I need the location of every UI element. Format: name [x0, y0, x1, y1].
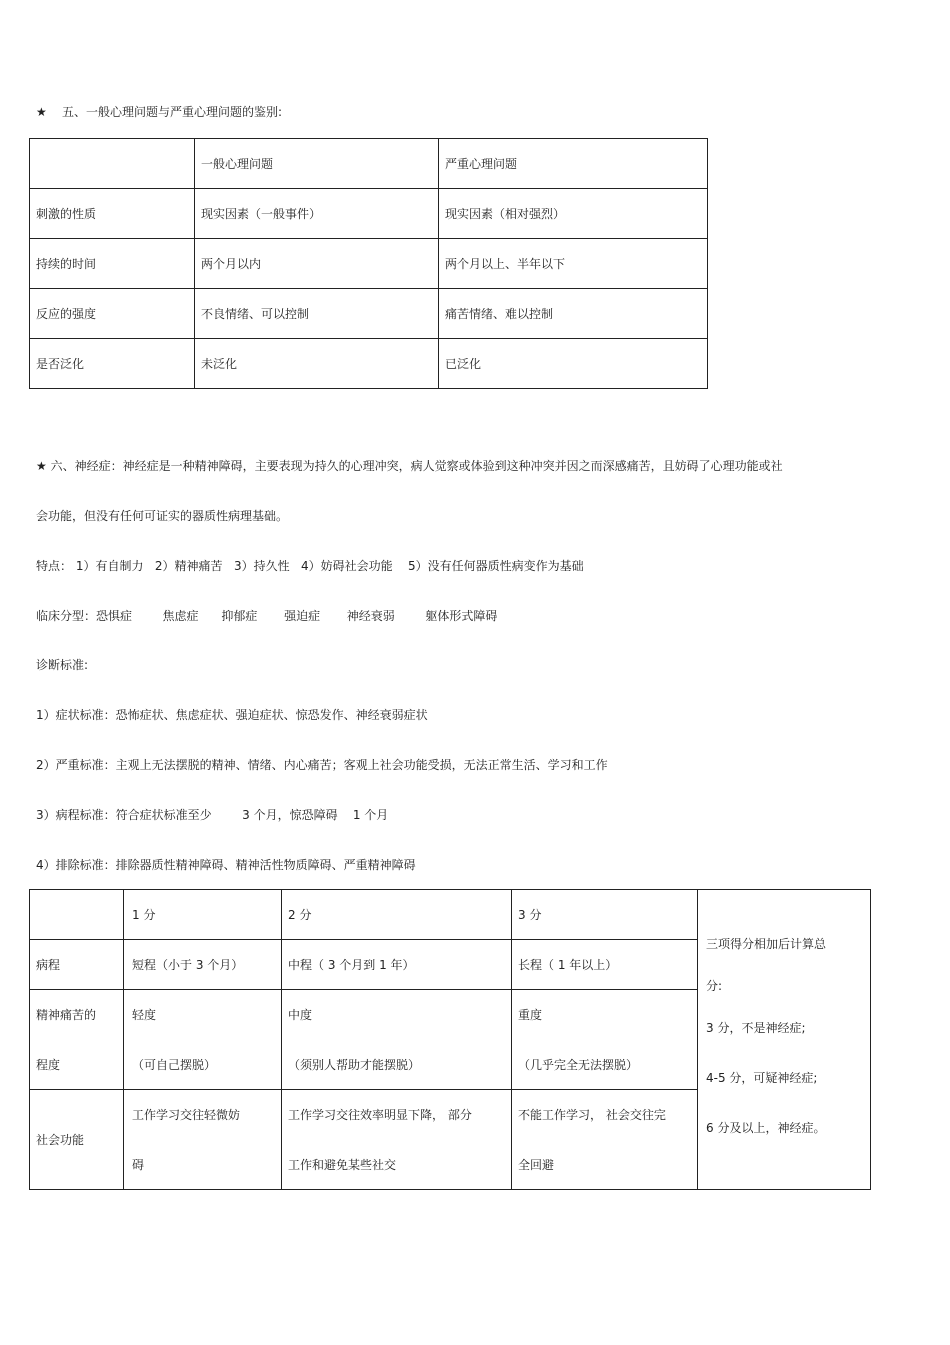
section6-line2: 会功能，但没有任何可证实的器质性病理基础。	[36, 509, 289, 523]
score-note-line: 三项得分相加后计算总	[706, 937, 827, 951]
cell-stack	[288, 1107, 505, 1173]
table-cell: 不良情绪、可以控制	[195, 289, 439, 339]
cell-stack	[36, 1007, 117, 1073]
table-cell	[282, 1090, 512, 1190]
table-cell	[30, 990, 124, 1090]
cell-line: （须别人帮助才能摆脱）	[288, 1057, 421, 1072]
section6-line1: ★ 六、神经症：神经症是一种精神障碍，主要表现为持久的心理冲突，病人觉察或体验到这种冲突并因之而深感痛苦，且妨碍了心理功能或社	[36, 459, 783, 473]
table-cell	[512, 1090, 698, 1190]
cell-line: 重度	[518, 1007, 543, 1022]
table-cell: 痛苦情绪、难以控制	[439, 289, 708, 339]
score-note-line: 6 分及以上，神经症。	[706, 1121, 826, 1135]
criteria-title: 诊断标准:	[36, 658, 89, 672]
criterion-4: 4）排除标准：排除器质性精神障碍、精神活性物质障碍、严重精神障碍	[36, 858, 416, 872]
table-cell: 反应的强度	[30, 289, 195, 339]
table-cell: 长程（ 1 年以上）	[512, 940, 698, 990]
cell-line: 工作学习交往效率明显下降， 部分	[288, 1107, 472, 1122]
score-note-line: 分:	[706, 979, 723, 993]
score-table	[29, 889, 871, 1190]
cell-line: 碍	[132, 1157, 145, 1172]
table-cell: 持续的时间	[30, 239, 195, 289]
cell-stack	[518, 1007, 691, 1073]
table-row	[30, 339, 708, 389]
table-cell: 社会功能	[30, 1090, 124, 1190]
table-cell	[512, 990, 698, 1090]
score-header-3: 3 分	[512, 890, 698, 940]
table-header-general: 一般心理问题	[195, 139, 439, 189]
cell-line: 轻度	[132, 1007, 157, 1022]
table-cell: 两个月以上、半年以下	[439, 239, 708, 289]
table-cell: 短程（小于 3 个月）	[124, 940, 282, 990]
table-row	[30, 239, 708, 289]
score-note-line: 3 分，不是神经症;	[706, 1021, 806, 1035]
cell-line: 工作学习交往轻微妨	[132, 1107, 241, 1122]
cell-stack	[132, 1107, 275, 1173]
table-cell: 刺激的性质	[30, 189, 195, 239]
cell-line: （可自己摆脱）	[132, 1057, 217, 1072]
features-line: 特点： 1）有自制力 2）精神痛苦 3）持久性 4）妨碍社会功能 5）没有任何器质性病变作为基础	[36, 559, 584, 573]
table-cell: 中程（ 3 个月到 1 年）	[282, 940, 512, 990]
cell-line: 中度	[288, 1007, 313, 1022]
cell-stack	[288, 1007, 505, 1073]
table-cell: 病程	[30, 940, 124, 990]
criterion-2: 2）严重标准：主观上无法摆脱的精神、情绪、内心痛苦；客观上社会功能受损，无法正常生活、学习和工作	[36, 758, 608, 772]
cell-line: 程度	[36, 1057, 61, 1072]
table-header-severe: 严重心理问题	[439, 139, 708, 189]
table-cell: 两个月以内	[195, 239, 439, 289]
criterion-3: 3）病程标准：符合症状标准至少 3 个月，惊恐障碍 1 个月	[36, 808, 389, 822]
table-row	[30, 289, 708, 339]
table-cell	[30, 139, 195, 189]
section5-heading: ★ 五、一般心理问题与严重心理问题的鉴别:	[36, 105, 283, 119]
table-cell: 未泛化	[195, 339, 439, 389]
table-cell	[124, 1090, 282, 1190]
table-cell	[30, 890, 124, 940]
table-header-row	[30, 890, 871, 940]
score-note-line: 4-5 分，可疑神经症;	[706, 1071, 818, 1085]
score-header-2: 2 分	[282, 890, 512, 940]
score-note-cell	[698, 890, 871, 1190]
cell-stack	[132, 1007, 275, 1073]
score-note	[706, 936, 864, 1136]
table-row	[30, 189, 708, 239]
cell-line: 全回避	[518, 1157, 555, 1172]
score-header-1: 1 分	[124, 890, 282, 940]
cell-line: 工作和避免某些社交	[288, 1157, 397, 1172]
table-header-row	[30, 139, 708, 189]
table-cell: 现实因素（一般事件）	[195, 189, 439, 239]
table-cell: 现实因素（相对强烈）	[439, 189, 708, 239]
table-cell: 是否泛化	[30, 339, 195, 389]
cell-line: 精神痛苦的	[36, 1007, 97, 1022]
table-cell: 已泛化	[439, 339, 708, 389]
criterion-1: 1）症状标准：恐怖症状、焦虑症状、强迫症状、惊恐发作、神经衰弱症状	[36, 708, 428, 722]
table-cell	[282, 990, 512, 1090]
cell-line: 不能工作学习， 社会交往完	[518, 1107, 666, 1122]
cell-stack	[518, 1107, 691, 1173]
cell-line: （几乎完全无法摆脱）	[518, 1057, 639, 1072]
table-cell	[124, 990, 282, 1090]
clinical-types-line: 临床分型：恐惧症 焦虑症 抑郁症 强迫症 神经衰弱 躯体形式障碍	[36, 609, 498, 623]
comparison-table	[29, 138, 708, 389]
